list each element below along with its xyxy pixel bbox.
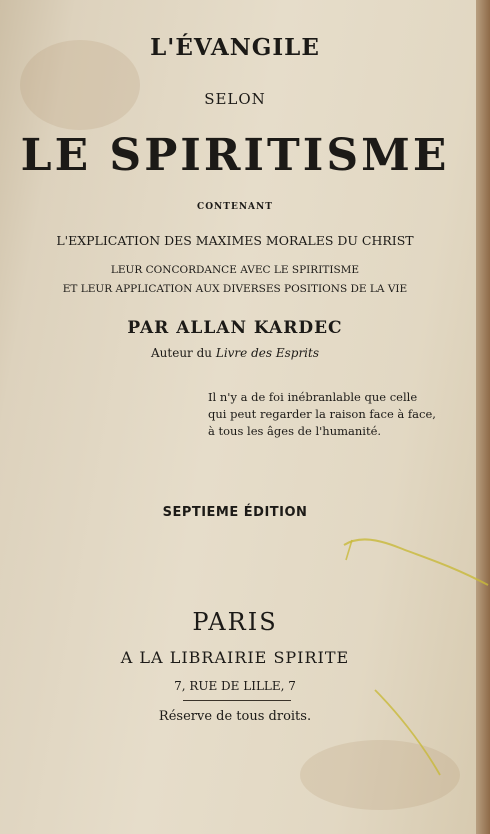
rights-notice: Réserve de tous droits.: [158, 709, 312, 724]
subtitle-explication: L'EXPLICATION DES MAXIMES MORALES DU CHRIST: [56, 233, 414, 248]
subtitle-contenant: CONTENANT: [197, 202, 273, 212]
divider-rule: [183, 700, 291, 701]
epigraph-line: Il n'y a de foi inébranlable que celle: [208, 390, 418, 404]
subtitle-concordance: LEUR CONCORDANCE AVEC LE SPIRITISME: [110, 264, 360, 276]
city: PARIS: [192, 608, 278, 636]
epigraph-line: à tous les âges de l'humanité.: [208, 424, 382, 438]
author-note-prefix: Auteur du: [151, 346, 213, 360]
publisher-address: 7, RUE DE LILLE, 7: [174, 679, 296, 693]
author-note-book: Livre des Esprits: [215, 346, 319, 360]
subtitle-application: ET LEUR APPLICATION AUX DIVERSES POSITIONS DE LA VIE: [62, 283, 408, 295]
edition-label: SEPTIEME ÉDITION: [162, 505, 308, 520]
main-title: LE SPIRITISME: [20, 130, 450, 181]
title-line-evangile: L'ÉVANGILE: [150, 34, 320, 61]
publisher: A LA LIBRAIRIE SPIRITE: [120, 648, 350, 667]
epigraph-line: qui peut regarder la raison face à face,: [208, 407, 436, 421]
author-line: PAR ALLAN KARDEC: [127, 318, 343, 338]
title-line-selon: SELON: [204, 90, 266, 108]
